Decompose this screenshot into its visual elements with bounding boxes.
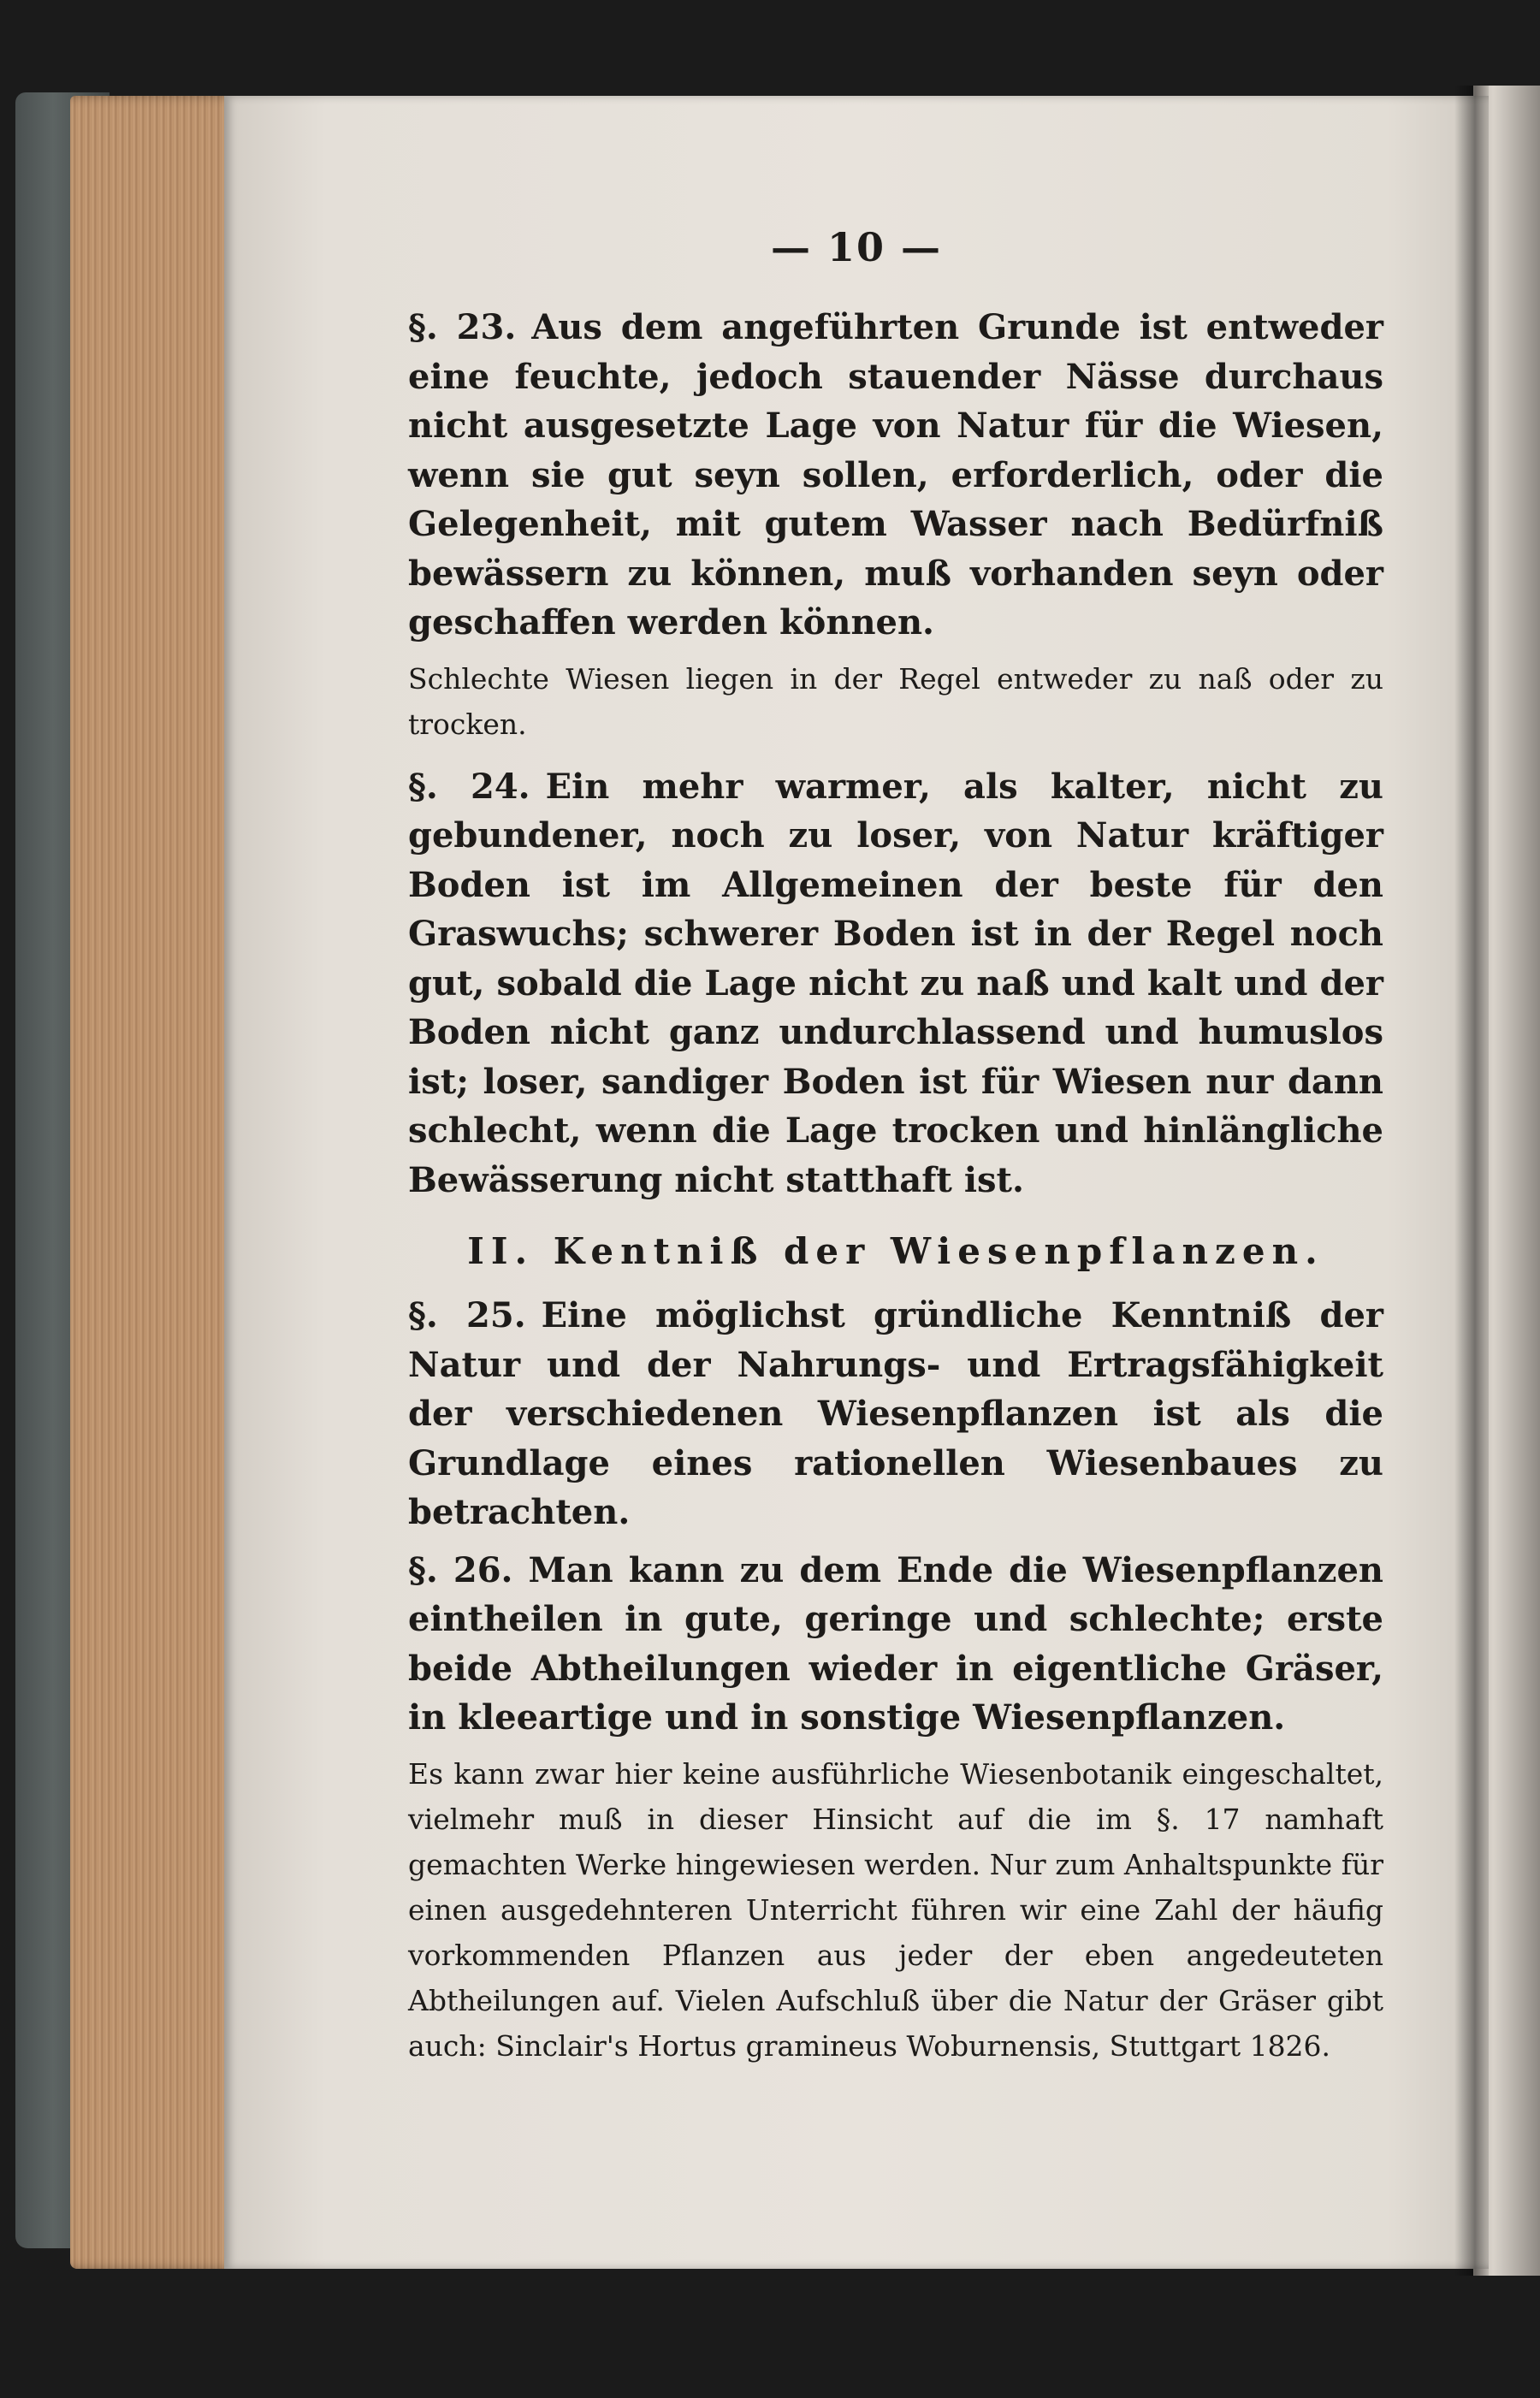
paragraph-section-23 [408,303,1383,648]
page-number: — 10 — [770,224,943,270]
paragraph-section-25 [408,1291,1383,1537]
paragraph-section-26 [408,1546,1383,1743]
section-number: §. 26. [408,1549,513,1590]
page-edges [70,96,241,2269]
paragraph-text: Aus dem angeführten Grunde ist entweder eine feuchte, jedoch stauender Nässe durchaus nicht ausgesetzte Lage von Natur für die Wiesen, wenn sie gut seyn sollen, erforderlich, oder die Gelegenheit, mit gutem Wasser nach Bedürfniß bewässern zu können, muß vorhanden seyn oder geschaffen werden können. [408,307,1384,642]
paragraph-text: Man kann zu dem Ende die Wiesenpflanzen eintheilen in gute, geringe und schlechte; erste beide Abtheilungen wieder in eigentliche Gräser, in kleeartige und in sonstige Wiesenpflanzen. [408,1549,1383,1738]
section-number: §. 23. [408,307,517,347]
page-text [408,303,1383,2084]
section-number: §. 25. [408,1295,526,1335]
paragraph-text: Eine möglichst gründliche Kenntniß der Natur und der Nahrungs- und Ertragsfähigkeit der verschiedenen Wiesenpflanzen ist als die Grundlage eines rationellen Wiesenbaues zu betrachten. [408,1295,1383,1532]
note-text: Es kann zwar hier keine ausführliche Wiesenbotanik eingeschaltet, vielmehr muß in dieser Hinsicht auf die im §. 17 namhaft gemachten Werke hingewiesen werden. Nur zum Anhaltspunkte für einen ausgedehnteren Unterricht führen wir eine Zahl der häufig vorkommenden Pflanzen aus jeder der eben angedeuteten Abtheilungen auf. Vielen Aufschluß über die Natur der Gräser gibt auch: Sinclair's Hortus gramineus Woburnensis, Stuttgart 1826. [408,1756,1383,2063]
section-number: §. 24. [408,766,530,807]
paragraph-section-24 [408,762,1383,1205]
book-page [224,96,1489,2269]
note-text: Schlechte Wiesen liegen in der Regel entweder zu naß oder zu trocken. [408,661,1383,741]
spine-shadow [1454,86,1489,2276]
chapter-heading: II. Kentniß der Wiesenpflanzen. [467,1230,1324,1272]
paragraph-text: Ein mehr warmer, als kalter, nicht zu gebundener, noch zu loser, von Natur kräftiger Boden ist im Allgemeinen der beste für den Graswuchs; schwerer Boden ist in der Regel noch gut, sobald die Lage nicht zu naß und kalt und der Boden nicht ganz undurchlassend und humuslos ist; loser, sandiger Boden ist für Wiesen nur dann schlecht, wenn die Lage trocken und hinlängliche Bewässerung nicht statthaft ist. [408,766,1383,1200]
